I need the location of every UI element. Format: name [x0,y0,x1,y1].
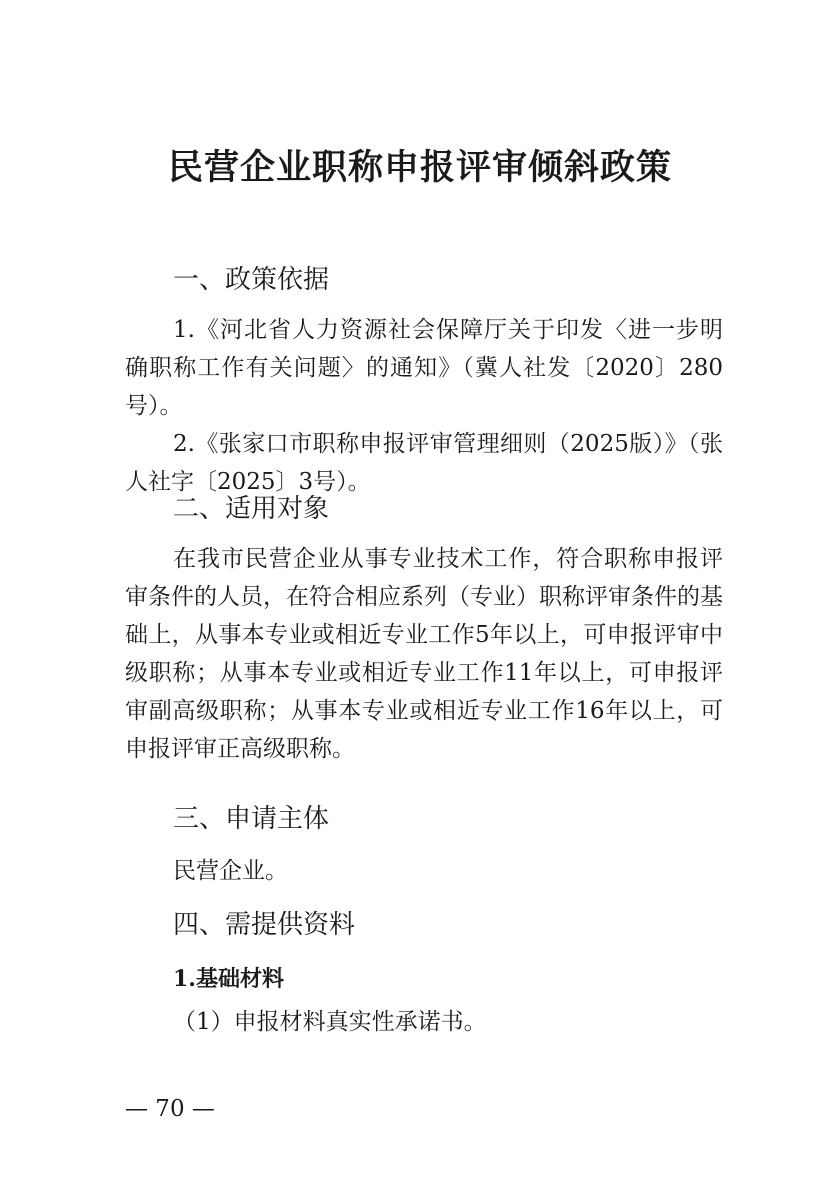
paragraph-applicable-persons: 在我市民营企业从事专业技术工作，符合职称申报评审条件的人员，在符合相应系列（专业）职称评审条件的基础上，从事本专业或相近专业工作5年以上，可申报评审中级职称；从事本专业或相近专业工作11年以上，可申报评审副高级职称；从事本专业或相近专业工作16年以上，可申报评审正高级职称。 [125,546,723,762]
paragraph-policy-1: 1.《河北省人力资源社会保障厅关于印发〈进一步明确职称工作有关问题〉的通知》（冀人社发〔2020〕280号）。 [125,317,723,419]
section-body-applicant [125,852,723,890]
section-heading-applicable-persons: 二、适用对象 [173,494,330,524]
paragraph-applicant: 民营企业。 [173,858,288,884]
paragraph-policy-2: 2.《张家口市职称申报评审管理细则（2025版）》（张人社字〔2025〕3号）。 [125,431,723,495]
page-title: 民营企业职称申报评审倾斜政策 [167,147,672,188]
subheading-basic-materials: 1.基础材料 [173,966,284,992]
section-heading-policy-basis: 一、政策依据 [173,265,330,295]
page-number: — 70 — [125,1096,215,1122]
list-item-commitment-letter: （1）申报材料真实性承诺书。 [173,1009,487,1035]
section-body-applicable-persons [125,540,723,768]
section-heading-required-materials: 四、需提供资料 [173,910,356,940]
section-body-policy-basis [125,311,723,501]
section-heading-applicant: 三、申请主体 [173,804,330,834]
